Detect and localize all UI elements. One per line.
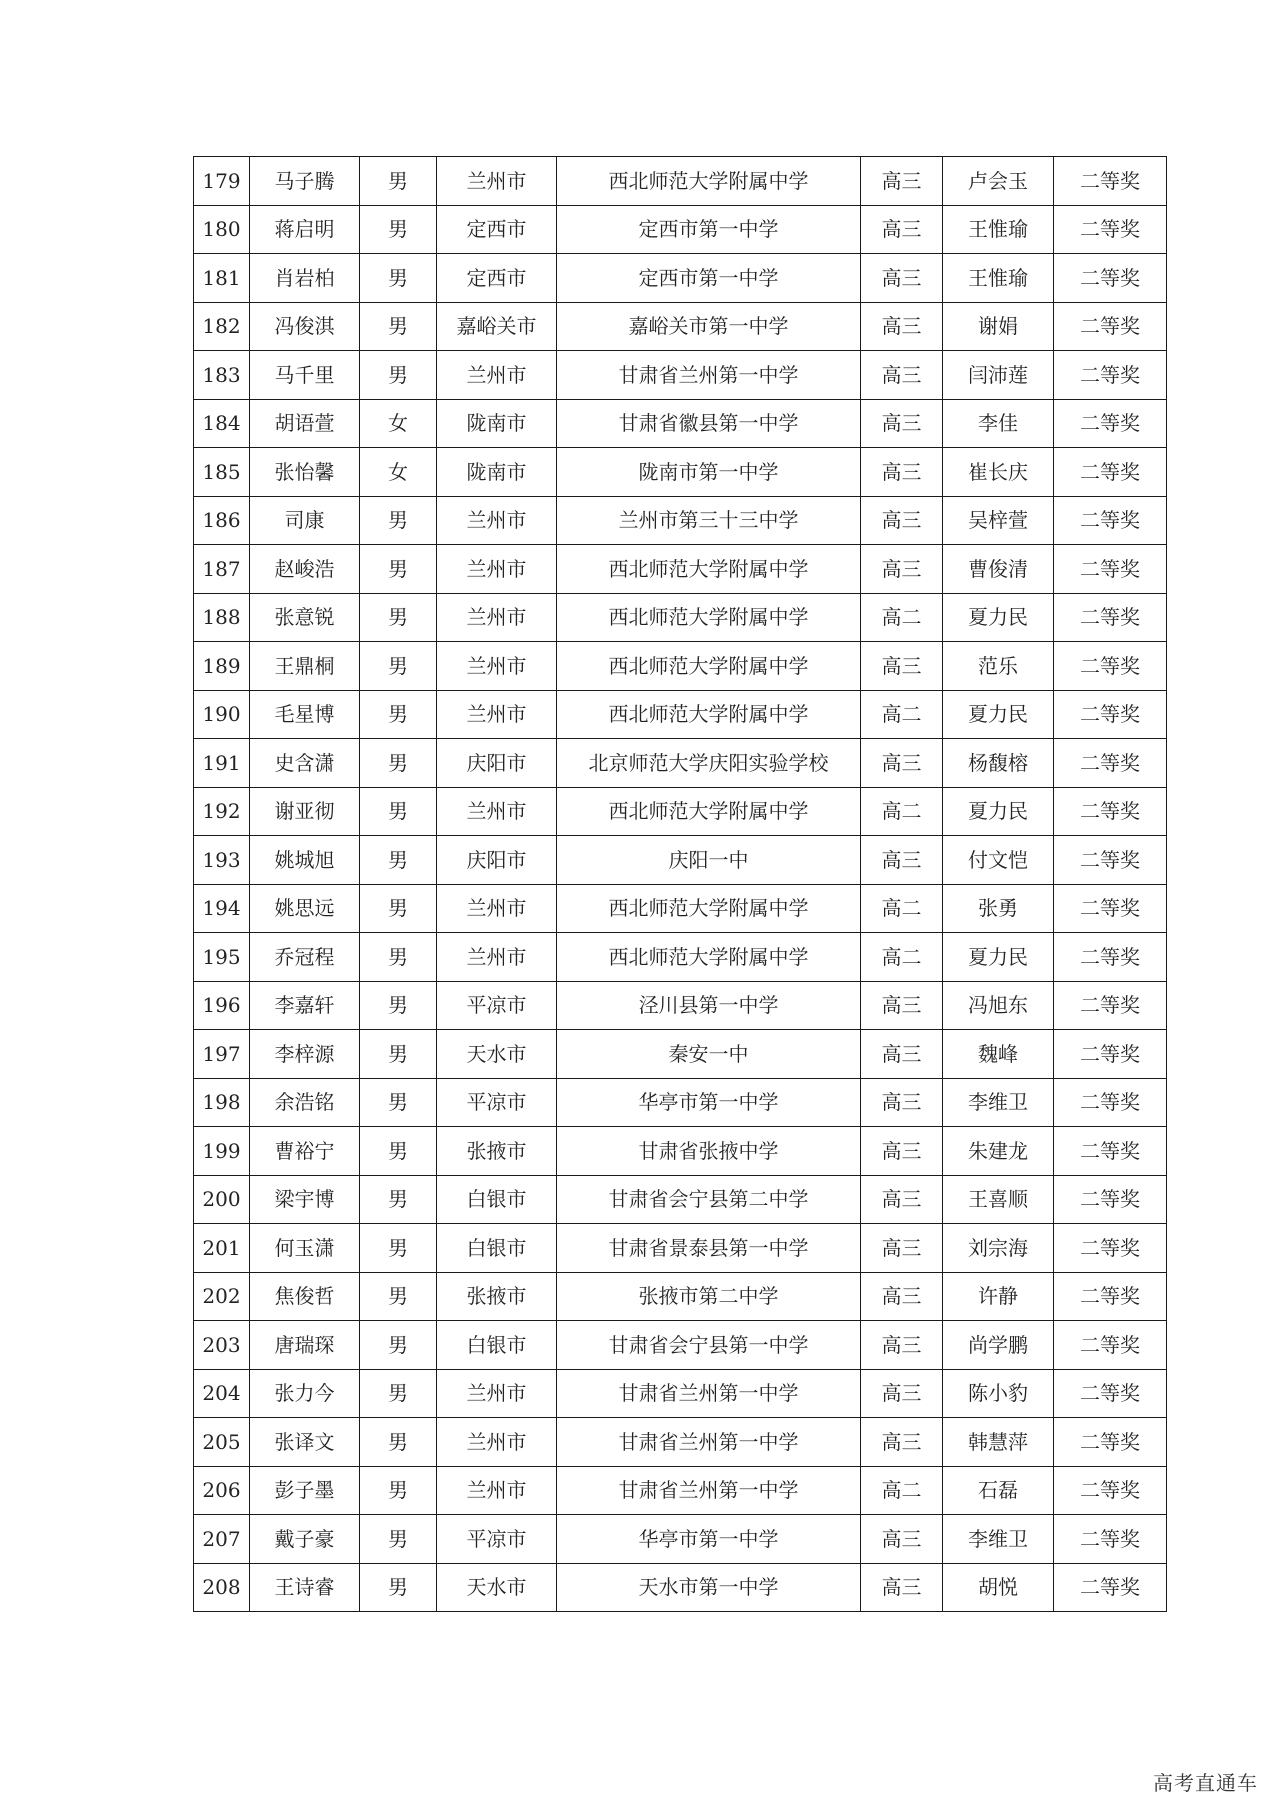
cell-grade: 高二: [861, 593, 943, 642]
cell-gender: 男: [360, 884, 437, 933]
cell-index: 198: [194, 1078, 250, 1127]
cell-award: 二等奖: [1054, 1369, 1167, 1418]
cell-index: 182: [194, 302, 250, 351]
cell-gender: 男: [360, 1175, 437, 1224]
cell-school: 泾川县第一中学: [557, 981, 861, 1030]
cell-index: 204: [194, 1369, 250, 1418]
table-row: [194, 448, 1167, 497]
cell-grade: 高三: [861, 836, 943, 885]
cell-award: 二等奖: [1054, 739, 1167, 788]
cell-school: 定西市第一中学: [557, 254, 861, 303]
table-row: [194, 496, 1167, 545]
cell-grade: 高三: [861, 1078, 943, 1127]
cell-index: 183: [194, 351, 250, 400]
cell-index: 180: [194, 205, 250, 254]
cell-gender: 男: [360, 1563, 437, 1612]
cell-city: 天水市: [437, 1563, 557, 1612]
cell-school: 甘肃省兰州第一中学: [557, 1369, 861, 1418]
cell-index: 203: [194, 1321, 250, 1370]
table-row: [194, 1515, 1167, 1564]
cell-index: 188: [194, 593, 250, 642]
cell-city: 兰州市: [437, 933, 557, 982]
cell-name: 谢亚彻: [250, 787, 360, 836]
cell-grade: 高三: [861, 1030, 943, 1079]
table-row: [194, 302, 1167, 351]
cell-city: 兰州市: [437, 690, 557, 739]
cell-school: 甘肃省徽县第一中学: [557, 399, 861, 448]
cell-name: 乔冠程: [250, 933, 360, 982]
cell-gender: 男: [360, 836, 437, 885]
cell-teacher: 付文恺: [943, 836, 1054, 885]
cell-gender: 男: [360, 593, 437, 642]
cell-teacher: 刘宗海: [943, 1224, 1054, 1273]
cell-teacher: 范乐: [943, 642, 1054, 691]
table-row: [194, 1369, 1167, 1418]
cell-school: 天水市第一中学: [557, 1563, 861, 1612]
table-row: [194, 157, 1167, 206]
cell-award: 二等奖: [1054, 884, 1167, 933]
cell-school: 甘肃省会宁县第二中学: [557, 1175, 861, 1224]
cell-gender: 男: [360, 787, 437, 836]
cell-grade: 高三: [861, 1563, 943, 1612]
cell-index: 189: [194, 642, 250, 691]
cell-name: 焦俊哲: [250, 1272, 360, 1321]
cell-school: 秦安一中: [557, 1030, 861, 1079]
table-row: [194, 1466, 1167, 1515]
cell-award: 二等奖: [1054, 787, 1167, 836]
cell-gender: 男: [360, 254, 437, 303]
cell-award: 二等奖: [1054, 302, 1167, 351]
cell-teacher: 李维卫: [943, 1078, 1054, 1127]
cell-school: 西北师范大学附属中学: [557, 787, 861, 836]
table-row: [194, 787, 1167, 836]
cell-index: 196: [194, 981, 250, 1030]
cell-name: 张意锐: [250, 593, 360, 642]
cell-teacher: 夏力民: [943, 787, 1054, 836]
cell-school: 甘肃省兰州第一中学: [557, 351, 861, 400]
cell-teacher: 陈小豹: [943, 1369, 1054, 1418]
cell-city: 定西市: [437, 254, 557, 303]
cell-index: 206: [194, 1466, 250, 1515]
cell-name: 蒋启明: [250, 205, 360, 254]
cell-teacher: 杨馥榕: [943, 739, 1054, 788]
cell-city: 平凉市: [437, 981, 557, 1030]
cell-grade: 高三: [861, 1369, 943, 1418]
cell-city: 兰州市: [437, 1369, 557, 1418]
cell-award: 二等奖: [1054, 1466, 1167, 1515]
cell-gender: 男: [360, 690, 437, 739]
table-row: [194, 642, 1167, 691]
cell-grade: 高三: [861, 254, 943, 303]
cell-city: 陇南市: [437, 399, 557, 448]
cell-city: 定西市: [437, 205, 557, 254]
cell-index: 200: [194, 1175, 250, 1224]
cell-index: 192: [194, 787, 250, 836]
cell-school: 西北师范大学附属中学: [557, 884, 861, 933]
cell-school: 西北师范大学附属中学: [557, 642, 861, 691]
cell-city: 兰州市: [437, 1466, 557, 1515]
cell-gender: 男: [360, 205, 437, 254]
cell-gender: 男: [360, 157, 437, 206]
cell-award: 二等奖: [1054, 157, 1167, 206]
cell-award: 二等奖: [1054, 1515, 1167, 1564]
cell-school: 定西市第一中学: [557, 205, 861, 254]
table-row: [194, 739, 1167, 788]
cell-city: 兰州市: [437, 496, 557, 545]
cell-award: 二等奖: [1054, 1272, 1167, 1321]
cell-grade: 高三: [861, 642, 943, 691]
cell-school: 北京师范大学庆阳实验学校: [557, 739, 861, 788]
cell-name: 毛星博: [250, 690, 360, 739]
cell-teacher: 闫沛莲: [943, 351, 1054, 400]
cell-teacher: 石磊: [943, 1466, 1054, 1515]
cell-index: 186: [194, 496, 250, 545]
cell-school: 陇南市第一中学: [557, 448, 861, 497]
table-row: [194, 690, 1167, 739]
table-row: [194, 981, 1167, 1030]
cell-name: 梁宇博: [250, 1175, 360, 1224]
cell-index: 187: [194, 545, 250, 594]
cell-city: 平凉市: [437, 1515, 557, 1564]
cell-award: 二等奖: [1054, 836, 1167, 885]
cell-grade: 高三: [861, 448, 943, 497]
cell-grade: 高二: [861, 690, 943, 739]
cell-city: 庆阳市: [437, 836, 557, 885]
cell-city: 白银市: [437, 1321, 557, 1370]
cell-teacher: 朱建龙: [943, 1127, 1054, 1176]
cell-teacher: 许静: [943, 1272, 1054, 1321]
cell-name: 张力今: [250, 1369, 360, 1418]
award-table: [193, 156, 1167, 1612]
cell-grade: 高三: [861, 1272, 943, 1321]
table-row: [194, 1272, 1167, 1321]
cell-award: 二等奖: [1054, 593, 1167, 642]
cell-school: 甘肃省兰州第一中学: [557, 1466, 861, 1515]
cell-city: 兰州市: [437, 1418, 557, 1467]
cell-city: 白银市: [437, 1224, 557, 1273]
cell-teacher: 尚学鹏: [943, 1321, 1054, 1370]
cell-teacher: 夏力民: [943, 593, 1054, 642]
cell-teacher: 崔长庆: [943, 448, 1054, 497]
cell-grade: 高三: [861, 1515, 943, 1564]
cell-city: 兰州市: [437, 351, 557, 400]
cell-grade: 高三: [861, 739, 943, 788]
cell-gender: 男: [360, 642, 437, 691]
cell-index: 184: [194, 399, 250, 448]
cell-award: 二等奖: [1054, 1418, 1167, 1467]
cell-name: 王诗睿: [250, 1563, 360, 1612]
table-row: [194, 1127, 1167, 1176]
cell-teacher: 卢会玉: [943, 157, 1054, 206]
cell-award: 二等奖: [1054, 1175, 1167, 1224]
cell-city: 白银市: [437, 1175, 557, 1224]
cell-gender: 男: [360, 1369, 437, 1418]
cell-gender: 男: [360, 1515, 437, 1564]
cell-name: 史含潇: [250, 739, 360, 788]
cell-grade: 高三: [861, 1175, 943, 1224]
cell-name: 王鼎桐: [250, 642, 360, 691]
table-row: [194, 254, 1167, 303]
cell-award: 二等奖: [1054, 1127, 1167, 1176]
cell-school: 西北师范大学附属中学: [557, 157, 861, 206]
cell-index: 191: [194, 739, 250, 788]
cell-city: 嘉峪关市: [437, 302, 557, 351]
watermark: 高考直通车: [1153, 1771, 1258, 1795]
cell-teacher: 胡悦: [943, 1563, 1054, 1612]
cell-index: 185: [194, 448, 250, 497]
cell-grade: 高三: [861, 545, 943, 594]
cell-school: 甘肃省兰州第一中学: [557, 1418, 861, 1467]
cell-name: 司康: [250, 496, 360, 545]
table-row: [194, 1418, 1167, 1467]
cell-index: 199: [194, 1127, 250, 1176]
cell-teacher: 李佳: [943, 399, 1054, 448]
cell-school: 西北师范大学附属中学: [557, 593, 861, 642]
cell-award: 二等奖: [1054, 254, 1167, 303]
cell-gender: 男: [360, 496, 437, 545]
cell-city: 兰州市: [437, 787, 557, 836]
cell-index: 197: [194, 1030, 250, 1079]
cell-grade: 高二: [861, 787, 943, 836]
cell-gender: 男: [360, 1030, 437, 1079]
cell-name: 余浩铭: [250, 1078, 360, 1127]
cell-award: 二等奖: [1054, 1224, 1167, 1273]
cell-city: 陇南市: [437, 448, 557, 497]
cell-gender: 女: [360, 448, 437, 497]
cell-name: 胡语萱: [250, 399, 360, 448]
table-row: [194, 351, 1167, 400]
cell-teacher: 谢娟: [943, 302, 1054, 351]
cell-name: 姚思远: [250, 884, 360, 933]
cell-grade: 高三: [861, 1127, 943, 1176]
table-row: [194, 1321, 1167, 1370]
cell-index: 194: [194, 884, 250, 933]
cell-grade: 高三: [861, 981, 943, 1030]
table-row: [194, 1175, 1167, 1224]
cell-city: 兰州市: [437, 642, 557, 691]
cell-award: 二等奖: [1054, 1030, 1167, 1079]
cell-name: 曹裕宁: [250, 1127, 360, 1176]
cell-city: 张掖市: [437, 1272, 557, 1321]
cell-city: 天水市: [437, 1030, 557, 1079]
cell-gender: 男: [360, 933, 437, 982]
cell-award: 二等奖: [1054, 448, 1167, 497]
cell-award: 二等奖: [1054, 1078, 1167, 1127]
cell-index: 207: [194, 1515, 250, 1564]
cell-teacher: 王惟瑜: [943, 254, 1054, 303]
cell-award: 二等奖: [1054, 545, 1167, 594]
cell-gender: 男: [360, 981, 437, 1030]
cell-gender: 男: [360, 545, 437, 594]
cell-grade: 高三: [861, 1224, 943, 1273]
cell-award: 二等奖: [1054, 205, 1167, 254]
cell-award: 二等奖: [1054, 933, 1167, 982]
cell-name: 唐瑞琛: [250, 1321, 360, 1370]
table-row: [194, 399, 1167, 448]
cell-name: 马子腾: [250, 157, 360, 206]
cell-award: 二等奖: [1054, 351, 1167, 400]
table-row: [194, 1224, 1167, 1273]
cell-index: 179: [194, 157, 250, 206]
cell-name: 戴子豪: [250, 1515, 360, 1564]
cell-gender: 男: [360, 1078, 437, 1127]
cell-grade: 高三: [861, 1321, 943, 1370]
cell-teacher: 王惟瑜: [943, 205, 1054, 254]
cell-city: 兰州市: [437, 157, 557, 206]
table-body: [194, 157, 1167, 1612]
cell-name: 姚城旭: [250, 836, 360, 885]
cell-grade: 高三: [861, 351, 943, 400]
cell-grade: 高三: [861, 1418, 943, 1467]
cell-city: 兰州市: [437, 545, 557, 594]
cell-grade: 高二: [861, 884, 943, 933]
cell-name: 张怡馨: [250, 448, 360, 497]
cell-grade: 高三: [861, 302, 943, 351]
cell-index: 181: [194, 254, 250, 303]
table-row: [194, 1030, 1167, 1079]
cell-teacher: 王喜顺: [943, 1175, 1054, 1224]
cell-city: 兰州市: [437, 593, 557, 642]
table-row: [194, 205, 1167, 254]
cell-city: 兰州市: [437, 884, 557, 933]
cell-grade: 高二: [861, 1466, 943, 1515]
cell-name: 肖岩柏: [250, 254, 360, 303]
cell-award: 二等奖: [1054, 981, 1167, 1030]
cell-school: 华亭市第一中学: [557, 1078, 861, 1127]
cell-school: 兰州市第三十三中学: [557, 496, 861, 545]
cell-gender: 男: [360, 739, 437, 788]
cell-teacher: 韩慧萍: [943, 1418, 1054, 1467]
cell-gender: 女: [360, 399, 437, 448]
cell-school: 甘肃省会宁县第一中学: [557, 1321, 861, 1370]
cell-grade: 高三: [861, 157, 943, 206]
cell-gender: 男: [360, 1224, 437, 1273]
cell-award: 二等奖: [1054, 690, 1167, 739]
cell-name: 赵峻浩: [250, 545, 360, 594]
cell-index: 201: [194, 1224, 250, 1273]
cell-city: 平凉市: [437, 1078, 557, 1127]
cell-index: 202: [194, 1272, 250, 1321]
cell-gender: 男: [360, 1466, 437, 1515]
cell-school: 甘肃省张掖中学: [557, 1127, 861, 1176]
cell-school: 西北师范大学附属中学: [557, 933, 861, 982]
cell-name: 冯俊淇: [250, 302, 360, 351]
cell-award: 二等奖: [1054, 399, 1167, 448]
cell-gender: 男: [360, 1272, 437, 1321]
table-row: [194, 545, 1167, 594]
cell-gender: 男: [360, 302, 437, 351]
cell-index: 193: [194, 836, 250, 885]
cell-city: 庆阳市: [437, 739, 557, 788]
cell-name: 李梓源: [250, 1030, 360, 1079]
cell-award: 二等奖: [1054, 642, 1167, 691]
cell-grade: 高二: [861, 933, 943, 982]
cell-award: 二等奖: [1054, 496, 1167, 545]
cell-teacher: 魏峰: [943, 1030, 1054, 1079]
cell-index: 208: [194, 1563, 250, 1612]
cell-school: 西北师范大学附属中学: [557, 690, 861, 739]
cell-index: 195: [194, 933, 250, 982]
cell-name: 马千里: [250, 351, 360, 400]
cell-teacher: 李维卫: [943, 1515, 1054, 1564]
cell-teacher: 夏力民: [943, 933, 1054, 982]
cell-city: 张掖市: [437, 1127, 557, 1176]
cell-award: 二等奖: [1054, 1321, 1167, 1370]
cell-teacher: 曹俊清: [943, 545, 1054, 594]
cell-name: 何玉潇: [250, 1224, 360, 1273]
cell-grade: 高三: [861, 496, 943, 545]
cell-index: 190: [194, 690, 250, 739]
cell-gender: 男: [360, 1321, 437, 1370]
cell-gender: 男: [360, 1418, 437, 1467]
cell-name: 李嘉轩: [250, 981, 360, 1030]
cell-school: 甘肃省景泰县第一中学: [557, 1224, 861, 1273]
table-row: [194, 933, 1167, 982]
cell-index: 205: [194, 1418, 250, 1467]
cell-grade: 高三: [861, 399, 943, 448]
cell-school: 西北师范大学附属中学: [557, 545, 861, 594]
cell-school: 华亭市第一中学: [557, 1515, 861, 1564]
cell-school: 嘉峪关市第一中学: [557, 302, 861, 351]
cell-school: 张掖市第二中学: [557, 1272, 861, 1321]
cell-teacher: 冯旭东: [943, 981, 1054, 1030]
cell-teacher: 吴梓萱: [943, 496, 1054, 545]
cell-teacher: 张勇: [943, 884, 1054, 933]
table-row: [194, 1563, 1167, 1612]
table-row: [194, 1078, 1167, 1127]
table-row: [194, 836, 1167, 885]
table-row: [194, 884, 1167, 933]
cell-gender: 男: [360, 1127, 437, 1176]
cell-name: 彭子墨: [250, 1466, 360, 1515]
cell-award: 二等奖: [1054, 1563, 1167, 1612]
cell-teacher: 夏力民: [943, 690, 1054, 739]
cell-name: 张译文: [250, 1418, 360, 1467]
table-row: [194, 593, 1167, 642]
cell-gender: 男: [360, 351, 437, 400]
cell-grade: 高三: [861, 205, 943, 254]
cell-school: 庆阳一中: [557, 836, 861, 885]
